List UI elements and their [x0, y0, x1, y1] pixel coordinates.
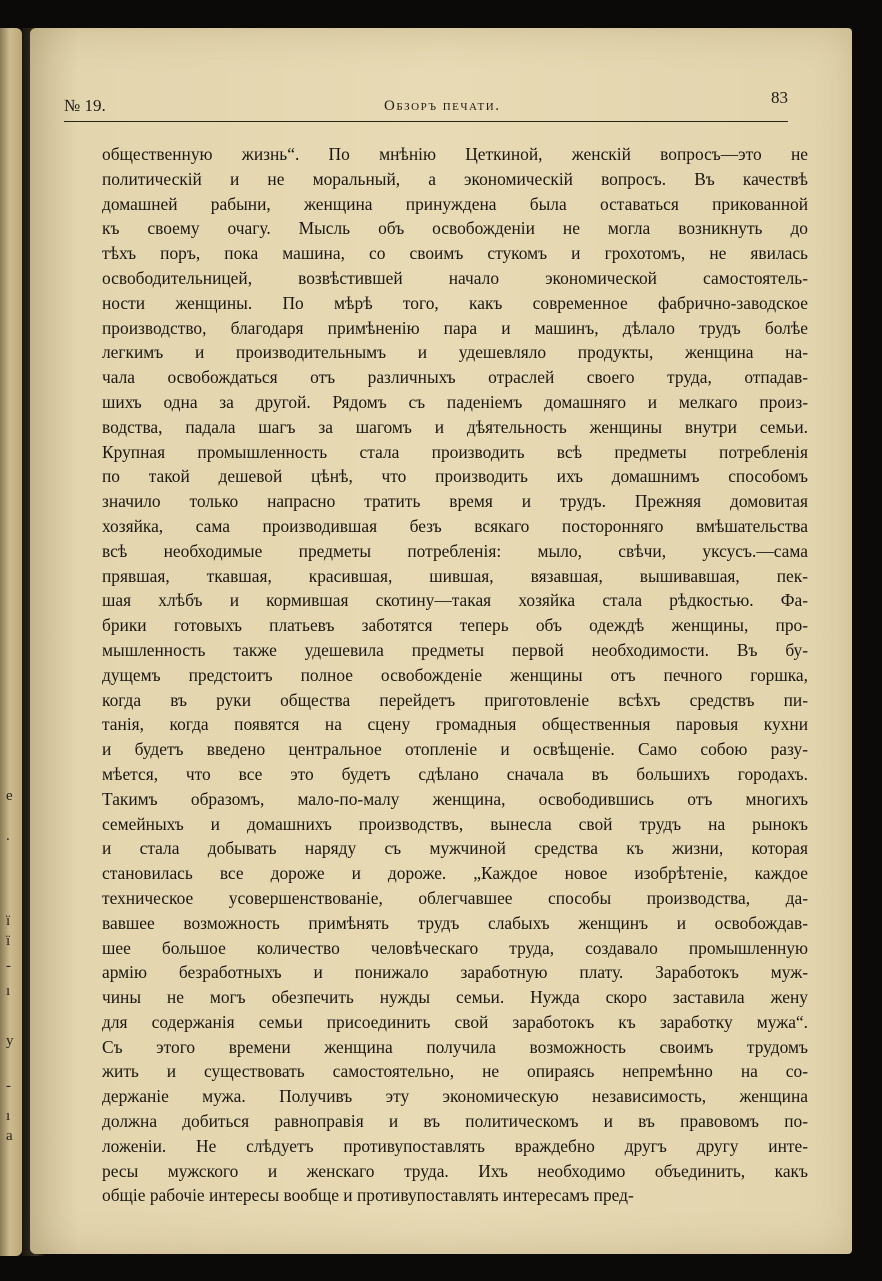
text-line: къ своему очагу. Мысль объ освобожденіи не могла возникнуть до — [102, 218, 808, 239]
running-title: Обзоръ печати. — [384, 98, 501, 114]
running-header — [64, 86, 788, 122]
text-line: семейныхъ и домашнихъ производствъ, вынесла свой трудъ на рынокъ — [102, 813, 808, 834]
fragment: а — [6, 1128, 13, 1144]
text-line: политическій и не моральный, а экономическій вопросъ. Въ качествѣ — [102, 168, 808, 189]
text-line: всѣ необходимые предметы потребленія: мыло, свѣчи, уксусъ.—сама — [102, 540, 808, 561]
fragment: ı — [6, 1108, 11, 1124]
text-line: шихъ одна за другой. Рядомъ съ паденіемъ домашняго и мелкаго произ- — [102, 391, 808, 412]
adjacent-page-edge — [0, 28, 22, 1256]
text-line: становилась все дороже и дороже. „Каждое новое изобрѣтеніе, каждое — [102, 863, 808, 884]
fragment: е — [6, 788, 13, 804]
text-line: Крупная промышленность стала производить всѣ предметы потребленія — [102, 441, 808, 462]
text-line: ложеніи. Не слѣдуетъ противупоставлять враждебно другъ другу инте- — [102, 1135, 808, 1156]
text-line: мѣется, что все это будетъ сдѣлано сначала въ большихъ городахъ. — [102, 763, 808, 784]
text-line: брики готовыхъ платьевъ заботятся теперь объ одеждѣ женщины, про- — [102, 615, 808, 636]
text-line: прявшая, ткавшая, красившая, шившая, вязавшая, вышивавшая, пек- — [102, 565, 808, 586]
text-line: тѣхъ поръ, пока машина, со своимъ стукомъ и грохотомъ, не явилась — [102, 243, 808, 264]
text-line: значило только напрасно тратить время и трудъ. Прежняя домовитая — [102, 491, 808, 512]
text-line: общіе рабочіе интересы вообще и противупоставлять интересамъ пред- — [102, 1185, 634, 1206]
issue-number: № 19. — [64, 96, 106, 115]
text-line: жить и существовать самостоятельно, не опираясь непремѣнно на со- — [102, 1061, 808, 1082]
header-rule — [64, 121, 788, 122]
text-line: общественную жизнь“. По мнѣнію Цеткиной, женскій вопросъ—это не — [102, 144, 808, 164]
text-line: легкимъ и производительнымъ и удешевляло продукты, женщина на- — [102, 342, 808, 363]
text-line: шее большое количество человѣческаго труда, создавало промышленную — [102, 937, 808, 958]
text-line: армію безработныхъ и понижало заработную плату. Заработокъ муж- — [102, 962, 808, 983]
fragment: - — [6, 1078, 11, 1094]
fragment: у — [6, 1033, 14, 1049]
text-line: и будетъ введено центральное отопленіе и освѣщеніе. Само собою разу- — [102, 739, 808, 760]
body-text — [102, 142, 808, 1208]
text-line: Такимъ образомъ, мало-по-малу женщина, освободившись отъ многихъ — [102, 788, 808, 809]
text-line: для содержанія семьи присоединить свой заработокъ къ заработку мужа“. — [102, 1011, 808, 1032]
text-line: ности женщины. По мѣрѣ того, какъ современное фабрично-заводское — [102, 292, 808, 313]
text-line: производство, благодаря примѣненію пара и машинъ, дѣлало трудъ болѣе — [102, 317, 808, 338]
text-line: техническое усовершенствованіе, облегчавшее способы производства, да- — [102, 887, 808, 908]
text-line: должна добиться равноправія и въ политическомъ и въ правовомъ по- — [102, 1111, 808, 1132]
fragment: . — [6, 828, 10, 844]
fragment: ı — [6, 983, 11, 999]
text-line: вавшее возможность примѣнять трудъ слабыхъ женщинъ и освобождав- — [102, 912, 808, 933]
text-line: когда въ руки общества перейдетъ приготовленіе всѣхъ средствъ пи- — [102, 689, 808, 710]
text-line: водства, падала шагъ за шагомъ и дѣятельность женщины внутри семьи. — [102, 416, 808, 437]
text-line: и стала добывать наряду съ мужчиной средства къ жизни, которая — [102, 838, 808, 859]
text-line: по такой дешевой цѣнѣ, что производить ихъ домашнимъ способомъ — [102, 466, 808, 487]
text-line: чала освобождаться отъ различныхъ отраслей своего труда, отпадав- — [102, 367, 808, 388]
fragment: ï — [6, 913, 11, 929]
text-line: домашней рабыни, женщина принуждена была оставаться прикованной — [102, 193, 808, 214]
page-number: 83 — [771, 88, 788, 107]
text-line: чины не могъ обезпечить нужды семьи. Нужда скоро заставила жену — [102, 987, 808, 1008]
text-line: ресы мужского и женскаго труда. Ихъ необходимо объединить, какъ — [102, 1160, 808, 1181]
text-line: шая хлѣбъ и кормившая скотину—такая хозяйка стала рѣдкостью. Фа- — [102, 590, 808, 611]
text-line: мышленность также удешевила предметы первой необходимости. Въ бу- — [102, 639, 808, 660]
text-line: Съ этого времени женщина получила возможность своимъ трудомъ — [102, 1036, 808, 1057]
text-line: дущемъ предстоитъ полное освобожденіе женщины отъ печного горшка, — [102, 664, 808, 685]
fragment: - — [6, 958, 11, 974]
fragment: ï — [6, 933, 11, 949]
text-line: держаніе мужа. Получивъ эту экономическую независимость, женщина — [102, 1086, 808, 1107]
text-line: освободительницей, возвѣстившей начало экономической самостоятель- — [102, 267, 808, 288]
text-line: хозяйка, сама производившая безъ всякаго посторонняго вмѣшательства — [102, 515, 808, 536]
text-line: танія, когда появятся на сцену громадныя общественныя паровыя кухни — [102, 714, 808, 735]
